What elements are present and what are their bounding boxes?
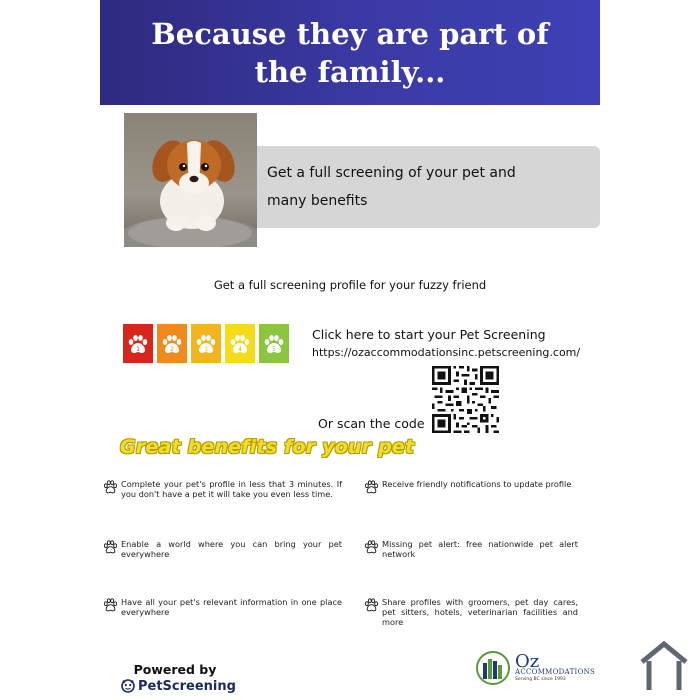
benefit-text: Enable a world where you can bring your pet everywhere bbox=[121, 539, 342, 559]
powered-by-petscreening bbox=[120, 662, 240, 694]
paw-icon bbox=[363, 539, 380, 555]
paw-tile-1 bbox=[123, 324, 153, 363]
petscreening-logo-icon bbox=[120, 678, 136, 694]
svg-text:2: 2 bbox=[170, 345, 174, 353]
oz-emblem-icon bbox=[475, 650, 511, 686]
svg-text:4: 4 bbox=[238, 345, 242, 353]
benefit-item bbox=[363, 479, 578, 495]
paw-tile-2 bbox=[157, 324, 187, 363]
oz-subtitle: ACCOMMODATIONS bbox=[515, 668, 596, 677]
benefit-item bbox=[363, 539, 578, 559]
home-icon[interactable] bbox=[638, 640, 690, 692]
svg-text:3: 3 bbox=[204, 345, 208, 353]
powered-by-label: Powered by bbox=[133, 662, 217, 677]
paw-icon bbox=[363, 479, 380, 495]
promo-box bbox=[257, 146, 600, 228]
oz-accommodations-logo bbox=[475, 650, 595, 686]
benefit-text: Missing pet alert: free nationwide pet alert network bbox=[382, 539, 578, 559]
benefits-title: Great benefits for your pet bbox=[120, 436, 415, 458]
qr-code[interactable] bbox=[432, 366, 499, 433]
svg-text:1: 1 bbox=[136, 345, 140, 353]
paw-rating-scale bbox=[123, 324, 289, 363]
paw-icon bbox=[102, 479, 119, 495]
paw-tile-3 bbox=[191, 324, 221, 363]
benefit-text: Have all your pet's relevant information in one place everywhere bbox=[121, 597, 342, 617]
puppy-photo bbox=[124, 113, 257, 247]
paw-icon bbox=[363, 597, 380, 613]
benefit-item bbox=[102, 479, 342, 499]
screening-url-link[interactable]: https://ozaccommodationsinc.petscreening.com/ bbox=[312, 346, 581, 359]
benefit-text: Share profiles with groomers, pet day cares, pet sitters, hotels, veterinarian facilities and more bbox=[382, 597, 578, 627]
benefit-text: Receive friendly notifications to update profile bbox=[382, 479, 572, 489]
banner-title: Because they are part of the family... bbox=[151, 16, 549, 89]
paw-icon bbox=[228, 332, 252, 356]
benefit-text: Complete your pet's profile in less that 3 minutes. If you don't have a pet it will take you even less time. bbox=[121, 479, 342, 499]
promo-text: Get a full screening of your pet and many benefits bbox=[267, 165, 516, 209]
benefit-item bbox=[102, 539, 342, 559]
scan-code-label: Or scan the code bbox=[318, 416, 425, 431]
profile-heading: Get a full screening profile for your fuzzy friend bbox=[213, 278, 487, 292]
oz-tagline: Serving BC since 1993 bbox=[515, 677, 566, 683]
paw-icon bbox=[126, 332, 150, 356]
benefit-item bbox=[102, 597, 342, 617]
paw-icon bbox=[262, 332, 286, 356]
header-banner bbox=[100, 0, 600, 105]
paw-icon bbox=[102, 597, 119, 613]
flyer-page bbox=[100, 0, 600, 700]
svg-text:5: 5 bbox=[272, 345, 276, 353]
paw-icon bbox=[160, 332, 184, 356]
benefit-item bbox=[363, 597, 578, 627]
paw-tile-4 bbox=[225, 324, 255, 363]
paw-icon bbox=[194, 332, 218, 356]
start-screening-link[interactable]: Click here to start your Pet Screening bbox=[312, 327, 546, 342]
oz-name: Oz bbox=[515, 651, 540, 673]
paw-tile-5 bbox=[259, 324, 289, 363]
petscreening-brand: PetScreening bbox=[138, 678, 236, 694]
paw-icon bbox=[102, 539, 119, 555]
